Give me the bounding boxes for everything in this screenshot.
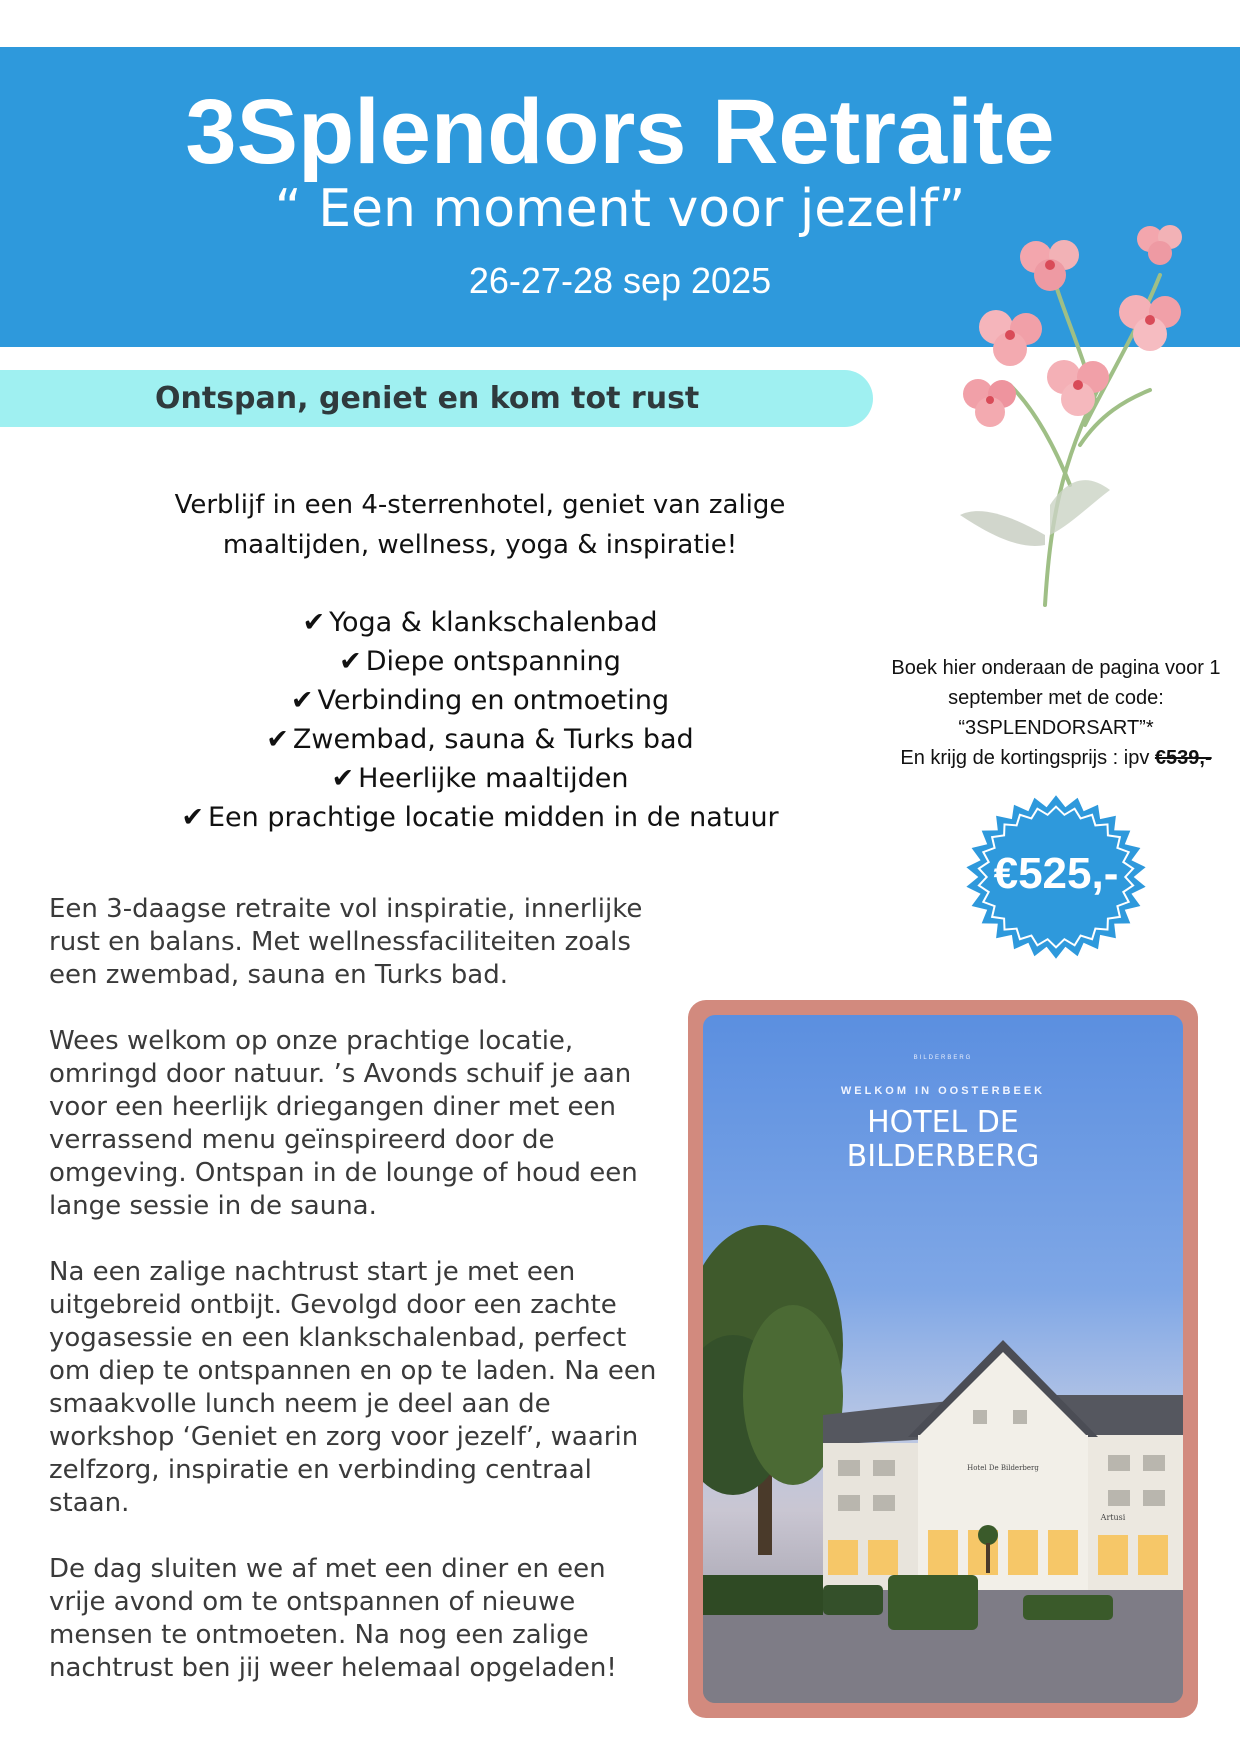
poster-hotel-name: HOTEL DE BILDERBERG <box>846 1105 1040 1174</box>
description <box>49 893 669 1718</box>
feature-item: ✔ Zwembad, sauna & Turks bad <box>266 724 694 755</box>
subtitle-text: Ontspan, geniet en kom tot rust <box>155 381 700 416</box>
old-price: €539,- <box>1154 747 1212 769</box>
poster-brand: BILDERBERG <box>913 1055 973 1061</box>
intro-line: Verblijf in een 4-sterrenhotel, geniet van zalige <box>174 490 786 520</box>
check-icon: ✔ <box>290 685 314 716</box>
paragraph: Wees welkom op onze prachtige locatie, omringd door natuur. ’s Avonds schuif je aan voor een heerlijk driegangen diner met een verrassend menu geïnspireerd door de omgeving. Ontspan in de lounge of houd een lange sessie in de sauna. <box>49 1026 638 1221</box>
promo-line: Boek hier onderaan de pagina voor 1 <box>891 657 1221 679</box>
check-icon: ✔ <box>339 646 362 677</box>
check-icon: ✔ <box>181 802 204 833</box>
event-dates: 26-27-28 sep 2025 <box>468 260 772 301</box>
promo-code: “3SPLENDORSART”* <box>958 717 1154 739</box>
paragraph: Een 3-daagse retraite vol inspiratie, innerlijke rust en balans. Met wellnessfaciliteiten zoals een zwembad, sauna en Turks bad. <box>49 894 643 990</box>
intro-line: maaltijden, wellness, yoga & inspiratie! <box>222 530 738 560</box>
promo-box <box>872 653 1240 773</box>
feature-item: ✔ Heerlijke maaltijden <box>331 763 629 794</box>
flower-illustration <box>950 205 1210 615</box>
check-icon: ✔ <box>331 763 355 794</box>
intro-text <box>120 485 840 565</box>
page-title: 3Splendors Retraite <box>185 81 1055 183</box>
promo-line: En krijg de kortingsprijs : ipv €539,- <box>900 747 1212 769</box>
paragraph: De dag sluiten we af met een diner en een vrije avond om te ontspannen of nieuwe mensen te ontmoeten. Na nog een zalige nachtrust ben jij weer helemaal opgeladen! <box>49 1554 617 1683</box>
feature-item: ✔ Een prachtige locatie midden in de natuur <box>181 802 779 833</box>
subtitle-ribbon <box>0 370 873 427</box>
paragraph: Na een zalige nachtrust start je met een uitgebreid ontbijt. Gevolgd door een zachte yogasessie en een klankschalenbad, perfect om diep te ontspannen en op te laden. Na een smaakvolle lunch neem je deel aan de workshop ‘Geniet en zorg voor jezelf’, waarin zelfzorg, inspiratie en verbinding centraal staan. <box>49 1257 657 1518</box>
check-icon: ✔ <box>266 724 289 755</box>
feature-list <box>120 603 840 837</box>
feature-item: ✔ Yoga & klankschalenbad <box>302 607 658 638</box>
feature-item: ✔ Verbinding en ontmoeting <box>290 685 670 716</box>
tagline: “ Een moment voor jezelf” <box>274 179 966 239</box>
wing-sign: Artusi <box>1100 1513 1126 1522</box>
promo-line: september met de code: <box>948 687 1164 709</box>
poster-welcome: WELKOM IN OOSTERBEEK <box>840 1085 1046 1097</box>
feature-item: ✔ Diepe ontspanning <box>339 646 621 677</box>
flower-blossoms <box>963 225 1182 427</box>
check-icon: ✔ <box>302 607 326 638</box>
facade-sign: Hotel De Bilderberg <box>967 1464 1039 1472</box>
new-price: €525,- <box>993 849 1119 898</box>
hotel-image <box>703 1015 1183 1703</box>
